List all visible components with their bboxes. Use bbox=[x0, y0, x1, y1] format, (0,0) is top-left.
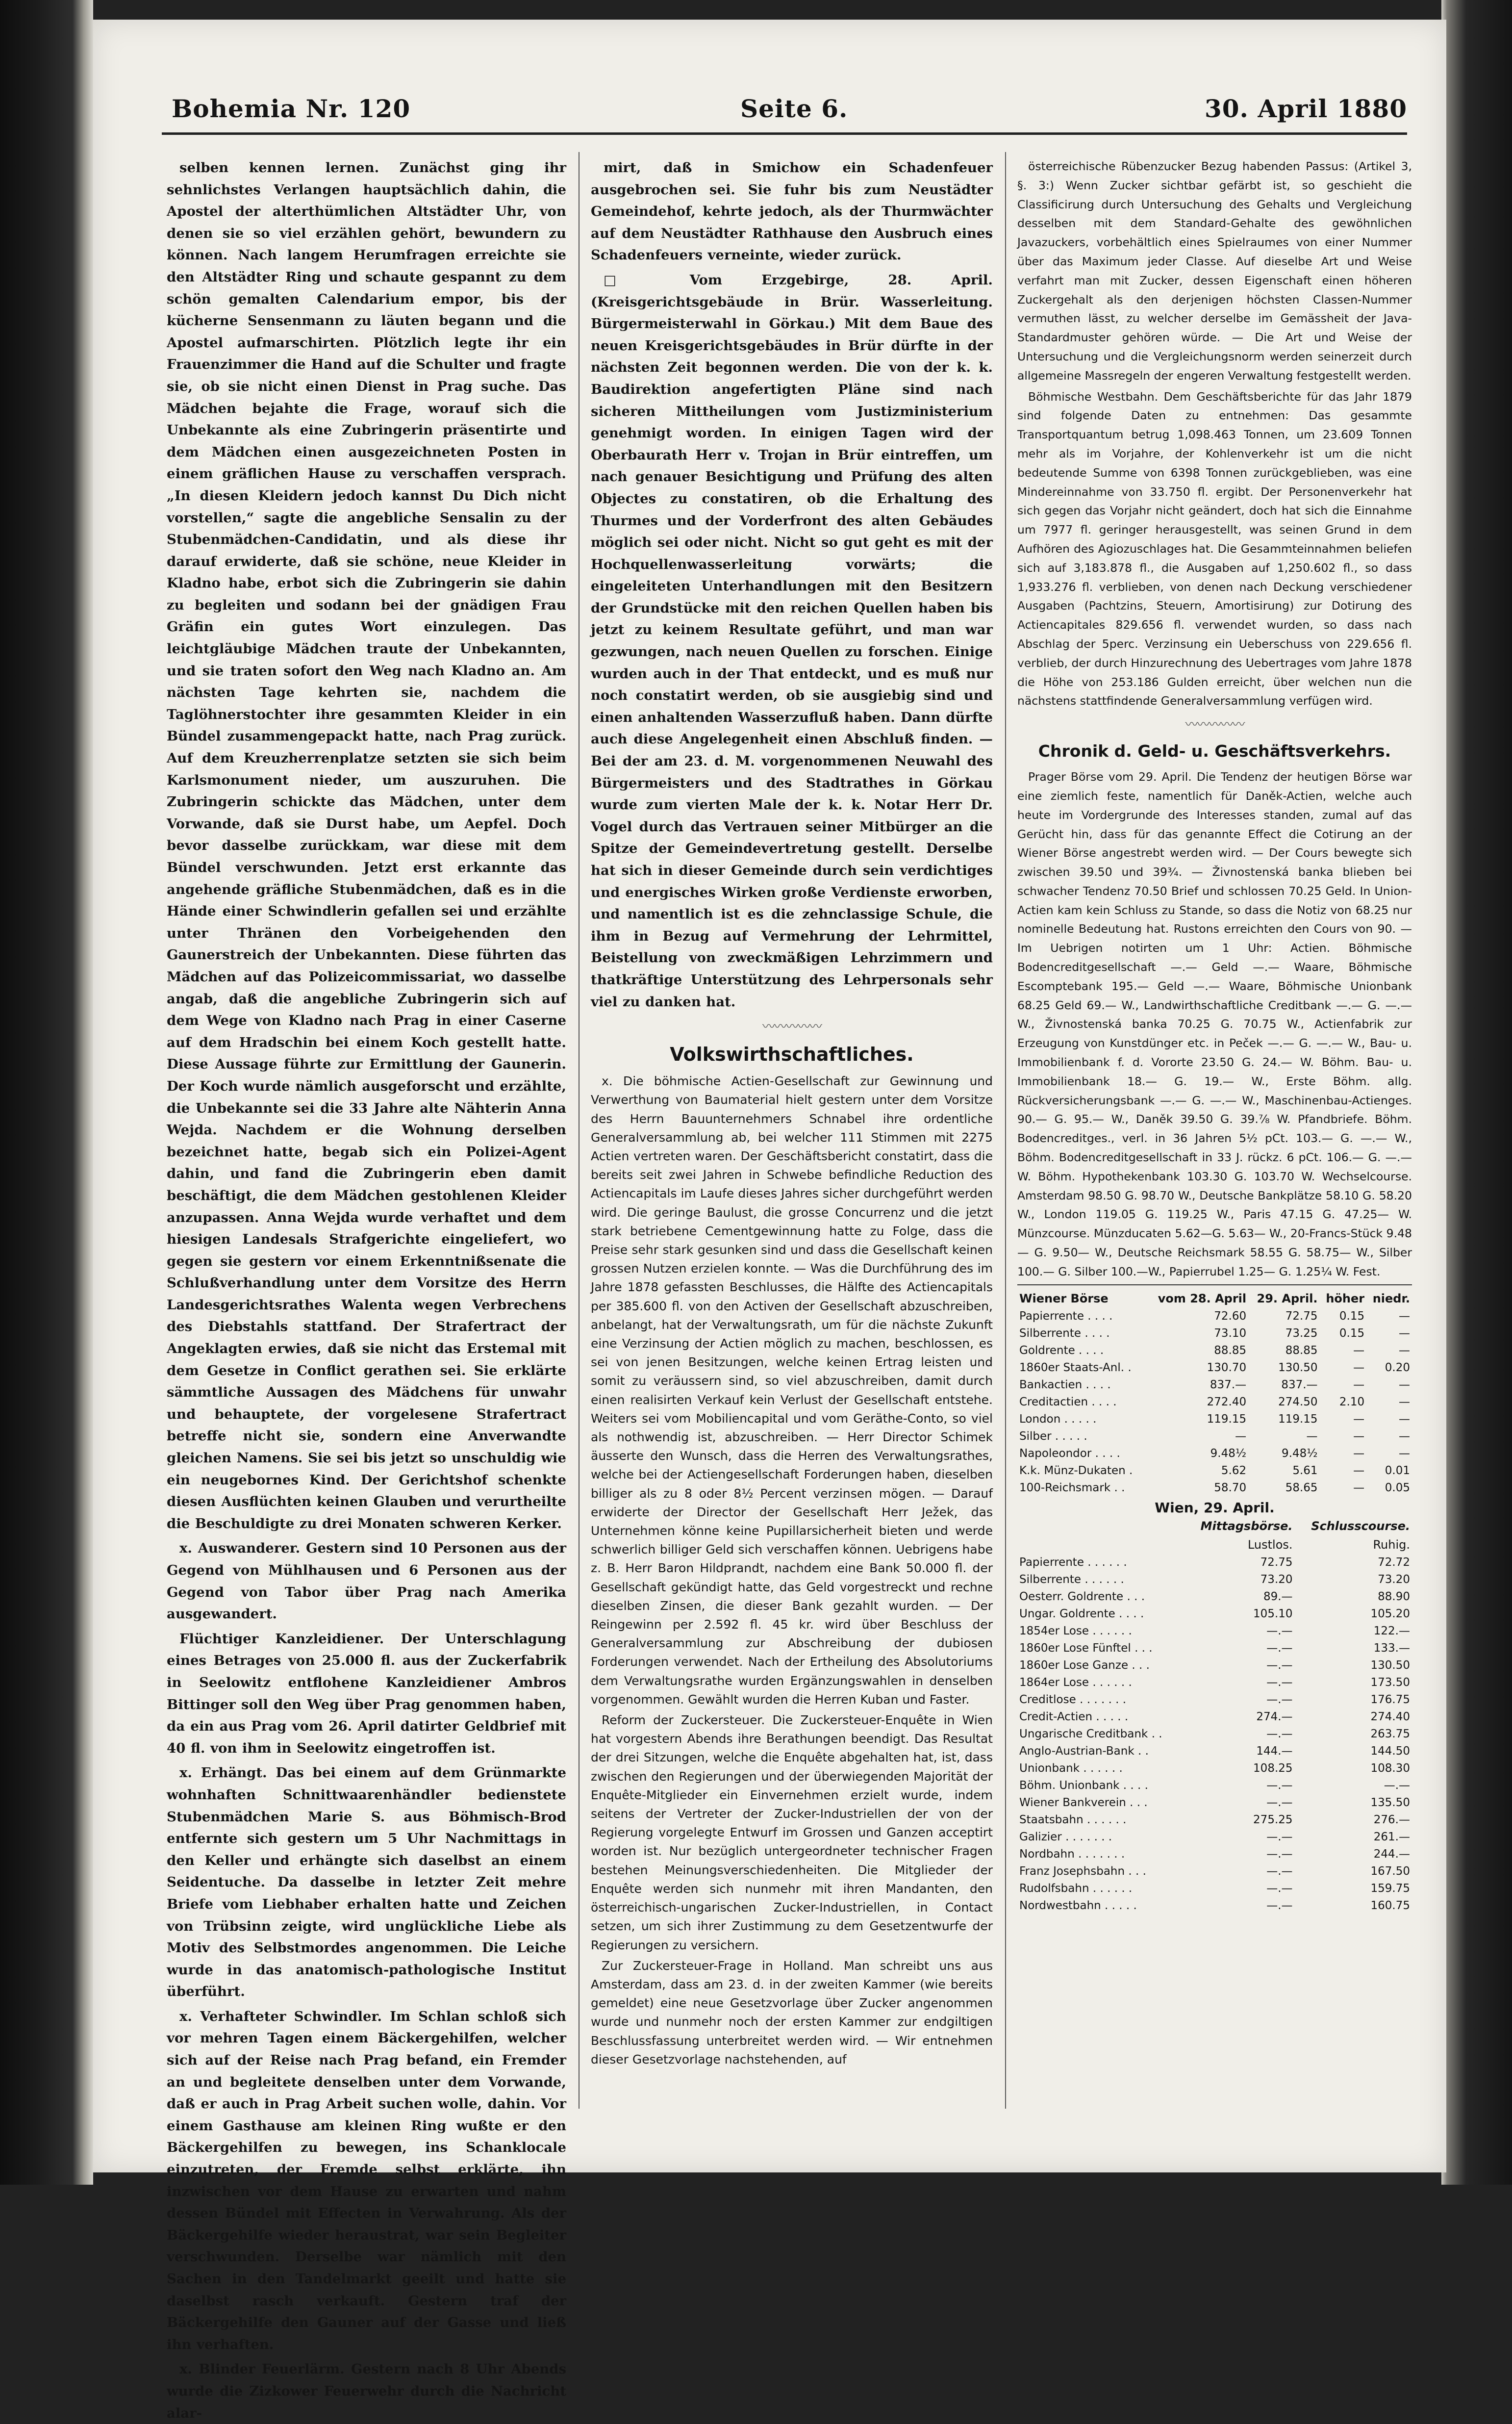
row-label: 1860er Lose Fünftel . . . bbox=[1019, 1641, 1153, 1655]
divider bbox=[1017, 1284, 1412, 1285]
cell-value: 73.20 bbox=[1260, 1573, 1293, 1586]
cell-value: 0.01 bbox=[1385, 1464, 1410, 1477]
cell-value: — bbox=[1399, 1327, 1410, 1340]
spacer bbox=[1017, 1517, 1185, 1535]
section-divider: 〰〰〰〰〰 bbox=[762, 1020, 821, 1035]
cell-value: — bbox=[1353, 1378, 1365, 1391]
cell-value: 88.90 bbox=[1378, 1590, 1410, 1603]
table-row bbox=[1017, 1657, 1412, 1674]
row-label: Anglo-Austrian-Bank . . bbox=[1019, 1744, 1149, 1758]
table-title: Wiener Börse bbox=[1019, 1291, 1109, 1305]
row-label: Goldrente . . . . bbox=[1019, 1344, 1104, 1357]
cell-value: 58.65 bbox=[1285, 1481, 1318, 1494]
row-label: Bankactien . . . . bbox=[1019, 1378, 1111, 1391]
cell-value: 274.40 bbox=[1370, 1710, 1410, 1723]
cell-value: 144.— bbox=[1256, 1744, 1293, 1758]
cell-value: — bbox=[1353, 1481, 1365, 1494]
table-row bbox=[1017, 1308, 1412, 1325]
row-label: Creditactien . . . . bbox=[1019, 1395, 1117, 1408]
cell-value: 274.50 bbox=[1278, 1395, 1318, 1408]
cell-value: 73.10 bbox=[1214, 1327, 1247, 1340]
column-subheader: Ruhig. bbox=[1373, 1537, 1410, 1552]
cell-value: —.— bbox=[1266, 1796, 1293, 1809]
row-label: K.k. Münz-Dukaten . bbox=[1019, 1464, 1133, 1477]
cell-value: — bbox=[1353, 1429, 1365, 1443]
cell-value: 119.15 bbox=[1207, 1412, 1247, 1426]
row-label: Papierrente . . . . bbox=[1019, 1309, 1113, 1323]
row-label: 1854er Lose . . . . . . bbox=[1019, 1624, 1132, 1637]
row-label: Ungar. Goldrente . . . . bbox=[1019, 1607, 1144, 1620]
table-row bbox=[1017, 1726, 1412, 1743]
cell-value: 160.75 bbox=[1370, 1899, 1410, 1912]
cell-value: —.— bbox=[1384, 1779, 1410, 1792]
row-label: 1860er Lose Ganze . . . bbox=[1019, 1659, 1150, 1672]
row-label: Staatsbahn . . . . . . bbox=[1019, 1813, 1127, 1826]
row-label: Papierrente . . . . . . bbox=[1019, 1556, 1127, 1569]
row-label: Credit-Actien . . . . . bbox=[1019, 1710, 1129, 1723]
table-row bbox=[1017, 1897, 1412, 1914]
cell-value: 130.70 bbox=[1207, 1361, 1247, 1374]
cell-value: — bbox=[1399, 1309, 1410, 1323]
cell-value: 261.— bbox=[1373, 1830, 1410, 1843]
article-paragraph: mirt, daß in Smichow ein Schadenfeuer ausgebrochen sei. Sie fuhr bis zum Neustädter Gemeindehof, kehrte jedoch, als der Thurmwächter auf dem Neustädter Rathhause den Ausbruch eines Schadenfeuers verneinte, wieder zurück. bbox=[591, 160, 993, 263]
cell-value: 837.— bbox=[1210, 1378, 1247, 1391]
row-label: Oesterr. Goldrente . . . bbox=[1019, 1590, 1145, 1603]
row-label: Nordwestbahn . . . . . bbox=[1019, 1899, 1137, 1912]
cell-value: 275.25 bbox=[1253, 1813, 1293, 1826]
cell-value: —.— bbox=[1266, 1624, 1293, 1637]
cell-value: 72.75 bbox=[1285, 1309, 1318, 1323]
cell-value: 135.50 bbox=[1370, 1796, 1410, 1809]
section-divider: 〰〰〰〰〰 bbox=[1185, 717, 1244, 733]
column-header: Mittagsbörse. bbox=[1200, 1519, 1293, 1533]
section-title: Volkswirthschaftliches. bbox=[670, 1044, 914, 1066]
table-row bbox=[1017, 1829, 1412, 1846]
newspaper-page bbox=[93, 20, 1446, 2421]
row-label: 1860er Staats-Anl. . bbox=[1019, 1361, 1132, 1374]
cell-value: 176.75 bbox=[1370, 1693, 1410, 1706]
table-row bbox=[1017, 1880, 1412, 1897]
cell-value: 130.50 bbox=[1370, 1659, 1410, 1672]
cell-value: —.— bbox=[1266, 1864, 1293, 1878]
cell-value: —.— bbox=[1266, 1779, 1293, 1792]
cell-value: 73.25 bbox=[1285, 1327, 1318, 1340]
table-row bbox=[1017, 1709, 1412, 1726]
cell-value: — bbox=[1399, 1412, 1410, 1426]
page-header bbox=[162, 83, 1407, 135]
cell-value: 5.61 bbox=[1292, 1464, 1318, 1477]
cell-value: 0.15 bbox=[1339, 1309, 1365, 1323]
cell-value: 837.— bbox=[1281, 1378, 1318, 1391]
article-paragraph: x. Blinder Feuerlärm. Gestern nach 8 Uhr Abends wurde die Zizkower Feuerwehr durch die Nachricht alar- bbox=[167, 2361, 566, 2421]
cell-value: 0.20 bbox=[1385, 1361, 1410, 1374]
cell-value: —.— bbox=[1266, 1847, 1293, 1861]
cell-value: —.— bbox=[1266, 1676, 1293, 1689]
page-number: Seite 6. bbox=[740, 94, 848, 123]
cell-value: —.— bbox=[1266, 1727, 1293, 1740]
column-header: 29. April. bbox=[1257, 1291, 1318, 1305]
table-row bbox=[1017, 1691, 1412, 1709]
cell-value: 73.20 bbox=[1378, 1573, 1410, 1586]
column-header: vom 28. April bbox=[1158, 1291, 1247, 1305]
cell-value: 9.48½ bbox=[1210, 1447, 1247, 1460]
wien-courses-table bbox=[1017, 1517, 1412, 1914]
table-row bbox=[1017, 1846, 1412, 1863]
table-row bbox=[1017, 1863, 1412, 1880]
table-row bbox=[1017, 1554, 1412, 1571]
table-row bbox=[1017, 1445, 1412, 1462]
row-label: London . . . . . bbox=[1019, 1412, 1097, 1426]
cell-value: 272.40 bbox=[1207, 1395, 1247, 1408]
table-title: Wien, 29. April. bbox=[1155, 1499, 1275, 1516]
table-row bbox=[1017, 1377, 1412, 1394]
row-label: Napoleondor . . . . bbox=[1019, 1447, 1120, 1460]
table-row bbox=[1017, 1462, 1412, 1480]
column-1 bbox=[167, 157, 566, 2421]
cell-value: 72.75 bbox=[1260, 1556, 1293, 1569]
table-row bbox=[1017, 1794, 1412, 1812]
column-rule bbox=[579, 152, 580, 2109]
cell-value: 9.48½ bbox=[1282, 1447, 1318, 1460]
table-row bbox=[1017, 1606, 1412, 1623]
article-paragraph: x. Verhafteter Schwindler. Im Schlan schloß sich vor mehren Tagen einem Bäckergehilfen, welcher sich auf der Reise nach Prag befand, ein Fremder an und begleitete denselben unter dem Vorwande, daß er auch in Prag Arbeit suchen wolle, dahin. Vor einem Gasthause am kleinen Ring wußte er den Bäckergehilfen zu bewegen, ins Schanklocale einzutreten, der Fremde selbst erklärte, ihn inzwischen vor dem Hause zu erwarten und nahm dessen Bündel mit Effecten in Verwahrung. Als der Bäckergehilfe wieder heraustrat, war sein Begleiter verschwunden. Derselbe war nämlich mit den Sachen in den Tandelmarkt geeilt und hatte sie daselbst rasch verkauft. Gestern traf der Bäckergehilfe den Gauner auf der Gasse und ließ ihn verhaften. bbox=[167, 2008, 566, 2352]
cell-value: —.— bbox=[1266, 1899, 1293, 1912]
row-label: Silber . . . . . bbox=[1019, 1429, 1087, 1443]
row-label: Wiener Bankverein . . . bbox=[1019, 1796, 1148, 1809]
row-label: Ungarische Creditbank . . bbox=[1019, 1727, 1162, 1740]
article-paragraph: □ Vom Erzgebirge, 28. April. (Kreisgerichtsgebäude in Brür. Wasserleitung. Bürgermeisterwahl in Görkau.) Mit dem Baue des neuen Kreisgerichtsgebäudes in Brür dürfte in der nächsten Zeit begonnen werden. Die von der k. k. Baudirektion angefertigten Pläne sind nach sicheren Mittheilungen vom Justizministerium genehmigt worden. In einigen Tagen wird der Oberbaurath Herr v. Trojan in Brür eintreffen, um nach genauer Besichtigung und Prüfung des alten Objectes zu constatiren, ob die Erhaltung des Thurmes und der Vorderfront des alten Gebäudes möglich sei oder nicht. Nicht so gut geht es mit der Hochquellenwasserleitung vorwärts; die eingeleiteten Unterhandlungen mit den Besitzern der Grundstücke mit den reichen Quellen haben bis jetzt zu keinem Resultate geführt, und man war gezwungen, nach neuen Quellen zu forschen. Einige wurden auch in der That entdeckt, und es muß nur noch constatirt werden, ob sie ausgiebig sind und einen anhaltenden Wasserzufluß haben. Dann dürfte auch diese Angelegenheit einen Abschluß finden. — Bei der am 23. d. M. vorgenommenen Neuwahl des Bürgermeisters und des Stadtrathes in Görkau wurde zum vierten Male der k. k. Notar Herr Dr. Vogel durch das Vertrauen seiner Mitbürger an die Spitze der Gemeindevertretung gestellt. Derselbe hat sich in dieser Gemeinde durch sein verdichtiges und energisches Wirken große Verdienste erworben, und namentlich ist es die zehnclassige Schule, die ihm in Bezug auf Vermehrung der Lehrmittel, Beistellung von zweckmäßigen Lehrzimmern und thatkräftige Unterstützung des Lehrpersonals sehr viel zu danken hat. bbox=[591, 272, 993, 1010]
row-label: 1864er Lose . . . . . . bbox=[1019, 1676, 1132, 1689]
table-row bbox=[1017, 1674, 1412, 1691]
cell-value: 0.05 bbox=[1385, 1481, 1410, 1494]
table-row bbox=[1017, 1743, 1412, 1760]
article-paragraph: x. Die böhmische Actien-Gesellschaft zur Gewinnung und Verwerthung von Baumaterial hielt gestern unter dem Vorsitze des Herrn Bauunternehmers Schnabel ihre ordentliche Generalversammlung ab, bei welcher 111 Stimmen mit 2275 Actien vertreten waren. Der Geschäftsbericht constatirt, dass die bereits seit zwei Jahren in Schwebe befindliche Reduction des Actiencapitals im Laufe dieses Jahres sicher durchgeführt werden wird. Die geringe Baulust, die grosse Concurrenz und die jetzt stark betriebene Cementgewinnung hatte zu Folge, dass die Preise sehr stark gesunken sind und dass die Gesellschaft keinen grossen Nutzen erzielen konnte. — Was die Durchführung des im Jahre 1878 gefassten Beschlusses, die Hälfte des Actiencapitals per 385.600 fl. von den Activen der Gesellschaft abzuschreiben, anbelangt, hat der Verwaltungsrath, um für die nächste Zukunft eine Verzinsung der Actien möglich zu machen, beschlossen, es sei von jenen Besitzungen, welche keinen Ertrag leisten und somit zu veräussern sind, so viel abzuschreiben, damit durch einen realisirten Verkauf kein Verlust der Gesellschaft entstehe. Weiters sei vom Mobiliencapital und vom Geräthe-Conto, so viel als nothwendig ist, abzuschreiben. — Herr Director Schimek äusserte den Wunsch, dass die Herren des Verwaltungsrathes, welche bei der Actiengesellschaft Forderungen haben, dieselben billiger als zu 8 oder 8½ Percent verzinsen mögen. — Darauf erwiderte der Director der Gesellschaft Herr Ježek, das Unternehmen könne keine Pupillarsicherheit bieten und werde schwerlich billiger Geld sich verschaffen können. Uebrigens habe z. B. Herr Baron Hildprandt, nachdem eine Bank 50.000 fl. der Gesellschaft gekündigt hatte, das Geld vorgestreckt und rechne dieselben Zinsen, die dieser Bank gezahlt wurden. — Der Reingewinn per 2.592 fl. 45 kr. wird über Beschluss der Generalversammlung zur Abschreibung der dubiosen Forderungen verwendet. Nach der Ertheilung des Absolutoriums dem Verwaltungsrathe wurden Ergänzungswahlen in denselben vorgenommen. Gewählt wurden die Herren Kuban und Faster. bbox=[591, 1074, 993, 1707]
cell-value: 119.15 bbox=[1278, 1412, 1318, 1426]
article-paragraph: x. Auswanderer. Gestern sind 10 Personen aus der Gegend von Mühlhausen und 6 Personen aus der Gegend von Tabor über Prag nach Amerika ausgewandert. bbox=[167, 1540, 566, 1622]
table-row bbox=[1017, 1760, 1412, 1777]
cell-value: —.— bbox=[1266, 1882, 1293, 1895]
cell-value: 2.10 bbox=[1339, 1395, 1365, 1408]
market-report: Prager Börse vom 29. April. Die Tendenz der heutigen Börse war eine ziemlich feste, namentlich für Daněk-Actien, welche auch heute im Vordergrunde des Interesses standen, zumal auf das Gerücht hin, dass für das genannte Effect die Cotirung an der Wiener Börse angestrebt werden wird. — Der Cours bewegte sich zwischen 39.50 und 39¾. — Živnostenská banka blieben bei schwacher Tendenz 70.50 Brief und schlossen 70.25 Geld. In Union-Actien kam kein Schluss zu Stande, so dass die Notiz von 68.25 nur nominelle Bedeutung hat. Rustons erreichten den Cours von 90. — Im Uebrigen notirten um 1 Uhr: Actien. Böhmische Bodencreditgesellschaft —.— Geld —.— Waare, Böhmische Escomptebank 195.— Geld —.— Waare, Böhmische Unionbank 68.25 Geld 69.— W., Landwirthschaftliche Creditbank —.— G. —.— W., Živnostenská banka 70.25 G. 70.75 W., Actienfabrik zur Erzeugung von Kunstdünger etc. in Peček —.— G. —.— W., Bau- u. Immobilienbank f. d. Vororte 23.50 G. 24.— W. Böhm. Bau- u. Immobilienbank 18.— G. 19.— W., Erste Böhm. allg. Rückversicherungsbank —.— G. —.— W., Maschinenbau-Actienges. 90.— G. 95.— W., Daněk 39.50 G. 39.⅞ W. Pfandbriefe. Böhm. Bodencreditges., verl. in 36 Jahren 5½ pCt. 103.— G. —.— W., Böhm. Bodencreditgesellschaft in 33 J. rückz. 6 pCt. 106.— G. —.— W. Böhm. Hypothekenbank 103.30 G. 103.70 W. Wechselcourse. Amsterdam 98.50 G. 98.70 W., Deutsche Bankplätze 58.10 G. 58.20 W., London 119.05 G. 119.25 W., Paris 47.15 G. 47.25— W. Münzcourse. Münzducaten 5.62—G. 5.63— W., 20-Francs-Stück 9.48— G. 9.50— W., Deutsche Reichsmark 58.55 G. 58.75— W., Silber 100.— G. Silber 100.—W., Papierrubel 1.25— G. 1.25¼ W. Fest. bbox=[1017, 770, 1412, 1278]
table-row bbox=[1017, 1325, 1412, 1342]
cell-value: — bbox=[1353, 1412, 1365, 1426]
column-2 bbox=[591, 157, 993, 2133]
wiener-boerse-table bbox=[1017, 1289, 1412, 1497]
row-label: Silberrente . . . . bbox=[1019, 1327, 1110, 1340]
cell-value: 88.85 bbox=[1285, 1344, 1318, 1357]
cell-value: 263.75 bbox=[1370, 1727, 1410, 1740]
row-label: Unionbank . . . . . . bbox=[1019, 1761, 1123, 1775]
table-row bbox=[1017, 1571, 1412, 1588]
cell-value: — bbox=[1399, 1429, 1410, 1443]
spacer bbox=[1017, 1535, 1185, 1554]
cell-value: — bbox=[1399, 1395, 1410, 1408]
cell-value: 144.50 bbox=[1370, 1744, 1410, 1758]
article-paragraph: selben kennen lernen. Zunächst ging ihr sehnlichstes Verlangen hauptsächlich dahin, die Apostel der alterthümlichen Altstädter Uhr, von denen sie so viel erzählen gehört, bewundern zu können. Nach langem Herumfragen erreichte sie den Altstädter Ring und schaute gespannt zu dem schön gemalten Calendarium empor, bis der kücherne Sensenmann zu läuten begann und die Apostel aufmarschirten. Plötzlich legte ihr ein Frauenzimmer die Hand auf die Schulter und fragte sie, ob sie nicht einen Dienst in Prag suche. Das Mädchen bejahte die Frage, worauf sich die Unbekannte als eine Zubringerin präsentirte und dem Mädchen einen ausgezeichneten Posten in einem gräflichen Hause zu verschaffen versprach. „In diesen Kleidern jedoch kannst Du Dich nicht vorstellen,“ sagte die angebliche Sensalin zu der Stubenmädchen-Candidatin, und als diese ihr darauf erwiderte, daß sie schöne, neue Kleider in Kladno habe, erbot sich die Zubringerin sie dahin zu begleiten und sodann bei der gnädigen Frau Gräfin ein gutes Wort einzulegen. Das leichtgläubige Mädchen traute der Unbekannten, und sie traten sofort den Weg nach Kladno an. Am nächsten Tage kehrten sie, nachdem die Taglöhnerstochter ihre gesammten Kleider in ein Bündel zusammengepackt hatte, nach Prag zurück. Auf dem Kreuzherrenplatze setzten sie sich beim Karlsmonument nieder, um auszuruhen. Die Zubringerin schickte das Mädchen, unter dem Vorwande, daß sie Durst habe, um Aepfel. Doch bevor dasselbe zurückkam, war diese mit dem Bündel verschwunden. Jetzt erst erkannte das angehende gräfliche Stubenmädchen, daß es in die Hände einer Schwindlerin gefallen sei und erzählte unter Thränen den Vorbeigehenden den Gaunerstreich der Unbekannten. Diese führten das Mädchen auf das Polizeicommissariat, wo dasselbe angab, daß die angebliche Zubringerin sich auf dem Wege von Kladno nach Prag in einer Caserne auf dem Hradschin bei einem Koch gestellt hatte. Diese Aussage führte zur Ermittlung der Gaunerin. Der Koch wurde nämlich ausgeforscht und erzählte, die Unbekannte sei die 33 Jahre alte Nähterin Anna Wejda. Nachdem er die Wohnung derselben bezeichnet hatte, begab sich ein Polizei-Agent dahin, und fand die Zubringerin eben damit beschäftigt, die dem Mädchen gestohlenen Kleider anzupassen. Anna Wejda wurde verhaftet und dem hiesigen Landesals Strafgerichte eingeliefert, wo gegen sie gestern vor einem Erkenntnißsenate die Schlußverhandlung unter dem Vorsitze des Herrn Landesgerichtsrathes Walenta wegen Verbrechens des Diebstahls stattfand. Der Strafertract der Angeklagten erwies, daß sie nicht das Erstemal mit dem Gesetze in Conflict gerathen sei. Sie erklärte sämmtliche Aussagen des Mädchens für unwahr und behauptete, der vorgelesene Strafertract betreffe nicht sie, sondern eine Anverwandte gleichen Namens. Sie sei bis jetzt so unschuldig wie ein neugebornes Kind. Der Gerichtshof schenkte diesen Ausflüchten keinen Glauben und verurtheilte die Beschuldigte zu drei Monaten schweren Kerker. bbox=[167, 160, 566, 1531]
cell-value: 244.— bbox=[1373, 1847, 1410, 1861]
cell-value: 5.62 bbox=[1221, 1464, 1247, 1477]
cell-value: — bbox=[1399, 1447, 1410, 1460]
cell-value: 173.50 bbox=[1370, 1676, 1410, 1689]
cell-value: 167.50 bbox=[1370, 1864, 1410, 1878]
section-title: Chronik d. Geld- u. Geschäftsverkehrs. bbox=[1038, 741, 1391, 761]
cell-value: 122.— bbox=[1373, 1624, 1410, 1637]
table-row bbox=[1017, 1411, 1412, 1428]
article-paragraph: österreichische Rübenzucker Bezug habenden Passus: (Artikel 3, §. 3:) Wenn Zucker sichtbar gefärbt ist, so geschieht die Classificirung durch Untersuchung des Gehalts und Vergleichung desselben mit dem Standard-Gehalte des gewöhnlichen Javazuckers, vorbehältlich eines Spielraumes von einer Nummer über das Maximum jeder Classe. Auf dieselbe Art und Weise verfahrt man mit Zucker, dessen Eigenschaft einen höheren Zuckergehalt als den derjenigen höchsten Classen-Nummer vermuthen lässt, zu welcher derselbe im Gemässheit der Java-Standardmuster gehören würde. — Die Art und Weise der Untersuchung und die Vergleichungsnorm werden seinerzeit durch allgemeine Massregeln der engeren Verwaltung festgestellt werden. bbox=[1017, 159, 1412, 383]
cell-value: 58.70 bbox=[1214, 1481, 1247, 1494]
cell-value: — bbox=[1353, 1464, 1365, 1477]
cell-value: — bbox=[1399, 1344, 1410, 1357]
row-label: Silberrente . . . . . . bbox=[1019, 1573, 1124, 1586]
article-paragraph: Böhmische Westbahn. Dem Geschäftsberichte für das Jahr 1879 sind folgende Daten zu entnehmen: Das gesammte Transportquantum betrug 1,098.463 Tonnen, um 23.609 Tonnen mehr als im Vorjahre, der Kohlenverkehr ist um die nicht bedeutende Summe von 6398 Tonnen zurückgeblieben, was eine Mindereinnahme von 33.750 fl. ergibt. Der Personenverkehr hat sich gegen das Vorjahr nicht geändert, doch hat sich die Einnahme um 7977 fl. geringer herausgestellt, was seinen Grund in dem Aufhören des Agiozuschlages hat. Die Gesammteinnahmen beliefen sich auf 3,183.878 fl., die Ausgaben auf 1,250.602 fl., so dass 1,933.276 fl. verblieben, von denen nach Deckung verschiedener Ausgaben (Pachtzins, Steuern, Amortisirung) zur Dotirung des Actiencapitales 829.656 fl. verwendet wurden, so dass nach Abschlag der 5perc. Verzinsung ein Ueberschuss von 229.656 fl. verblieb, der durch Hinzurechnung des Uebertrages vom Jahre 1878 die Höhe von 253.186 Gulden erreicht, über welchen nun die nächstens stattfindende Generalversammlung verfügen wird. bbox=[1017, 389, 1412, 708]
column-header: Schlusscourse. bbox=[1311, 1519, 1410, 1533]
cell-value: 72.60 bbox=[1214, 1309, 1247, 1323]
cell-value: —.— bbox=[1266, 1641, 1293, 1655]
column-rule bbox=[1005, 152, 1006, 2109]
row-label: Franz Josephsbahn . . . bbox=[1019, 1864, 1146, 1878]
cell-value: 108.30 bbox=[1370, 1761, 1410, 1775]
cell-value: — bbox=[1399, 1378, 1410, 1391]
cell-value: 0.15 bbox=[1339, 1327, 1365, 1340]
row-label: Creditlose . . . . . . . bbox=[1019, 1693, 1127, 1706]
cell-value: —.— bbox=[1266, 1693, 1293, 1706]
cell-value: — bbox=[1353, 1344, 1365, 1357]
table-row bbox=[1017, 1342, 1412, 1359]
masthead-issue: Bohemia Nr. 120 bbox=[172, 94, 411, 123]
article-paragraph: Reform der Zuckersteuer. Die Zuckersteuer-Enquête in Wien hat vorgestern Abends ihre Berathungen beendigt. Das Resultat der drei Sitzungen, welche die Enquête abgehalten hat, ist, dass zwischen den Regierungen und der überwiegenden Majorität der Enquête-Mitglieder ein Einvernehmen erzielt wurde, indem seitens der Vertreter der Zucker-Industriellen der von der Regierung vorgelegte Entwurf im Grossen und Ganzen acceptirt worden ist. Nur bezüglich untergeordneter technischer Fragen bestehen Meinungsverschiedenheiten. Die Mitglieder der Enquête werden sich nunmehr mit ihren Mandanten, den österreichisch-ungarischen Zucker-Industriellen, in Contact setzen, um sich ihrer Zustimmung zu dem Gesetzentwurfe der Regierungen zu versichern. bbox=[591, 1713, 993, 1952]
cell-value: 130.50 bbox=[1278, 1361, 1318, 1374]
row-label: Nordbahn . . . . . . . bbox=[1019, 1847, 1125, 1861]
cell-value: 72.72 bbox=[1378, 1556, 1410, 1569]
cell-value: 274.— bbox=[1256, 1710, 1293, 1723]
article-paragraph: Zur Zuckersteuer-Frage in Holland. Man schreibt uns aus Amsterdam, dass am 23. d. in der zweiten Kammer (wie bereits gemeldet) eine neue Gesetzvorlage über Zucker angenommen wurde und nunmehr noch der ersten Kammer zur endgiltigen Beschlussfassung unterbreitet werden wird. — Wir entnehmen dieser Gesetzvorlage nachstehenden, auf bbox=[591, 1958, 993, 2067]
article-paragraph: x. Erhängt. Das bei einem auf dem Grünmarkte wohnhaften Schnittwaarenhändler bedienstete Stubenmädchen Marie S. aus Böhmisch-Brod entfernte sich gestern um 5 Uhr Nachmittags in den Keller und erhängte sich daselbst an einem Seidentuche. Da dasselbe in letzter Zeit mehre Briefe vom Liebhaber erhalten hatte und Zeichen von Trübsinn zeigte, wird unglückliche Liebe als Motiv des Selbstmordes angenommen. Die Leiche wurde in das anatomisch-pathologische Institut überführt. bbox=[167, 1765, 566, 2000]
table-row bbox=[1017, 1623, 1412, 1640]
cell-value: 88.85 bbox=[1214, 1344, 1247, 1357]
cell-value: 108.25 bbox=[1253, 1761, 1293, 1775]
row-label: Rudolfsbahn . . . . . . bbox=[1019, 1882, 1133, 1895]
table-row bbox=[1017, 1812, 1412, 1829]
row-label: Galizier . . . . . . . bbox=[1019, 1830, 1112, 1843]
table-row bbox=[1017, 1640, 1412, 1657]
cell-value: 105.10 bbox=[1253, 1607, 1293, 1620]
table-row bbox=[1017, 1428, 1412, 1445]
cell-value: — bbox=[1353, 1361, 1365, 1374]
row-label: Böhm. Unionbank . . . . bbox=[1019, 1779, 1148, 1792]
cell-value: 133.— bbox=[1373, 1641, 1410, 1655]
table-row bbox=[1017, 1359, 1412, 1377]
cell-value: 105.20 bbox=[1370, 1607, 1410, 1620]
column-3 bbox=[1017, 157, 1412, 2133]
column-header: höher bbox=[1326, 1291, 1365, 1305]
column-subheader: Lustlos. bbox=[1247, 1537, 1293, 1552]
article-paragraph: Flüchtiger Kanzleidiener. Der Unterschlagung eines Betrages von 25.000 fl. aus der Zuckerfabrik in Seelowitz entflohene Kanzleidiener Ambros Bittinger soll den Weg über Prag genommen haben, da ein aus Prag vom 26. April datirter Geldbrief mit 40 fl. von ihm in Seelowitz eingetroffen ist. bbox=[167, 1631, 566, 1756]
cell-value: — bbox=[1353, 1447, 1365, 1460]
cell-value: 89.— bbox=[1263, 1590, 1293, 1603]
issue-date: 30. April 1880 bbox=[1204, 94, 1407, 123]
table-row bbox=[1017, 1777, 1412, 1794]
row-label: 100-Reichsmark . . bbox=[1019, 1481, 1125, 1494]
table-row bbox=[1017, 1480, 1412, 1497]
book-binding-left bbox=[0, 0, 93, 2185]
cell-value: —.— bbox=[1266, 1659, 1293, 1672]
scan-edge-right bbox=[1441, 0, 1512, 2185]
cell-value: — bbox=[1306, 1429, 1318, 1443]
cell-value: 159.75 bbox=[1370, 1882, 1410, 1895]
cell-value: —.— bbox=[1266, 1830, 1293, 1843]
table-row bbox=[1017, 1588, 1412, 1606]
cell-value: — bbox=[1235, 1429, 1247, 1443]
table-row bbox=[1017, 1394, 1412, 1411]
cell-value: 276.— bbox=[1373, 1813, 1410, 1826]
column-header: niedr. bbox=[1372, 1291, 1410, 1305]
